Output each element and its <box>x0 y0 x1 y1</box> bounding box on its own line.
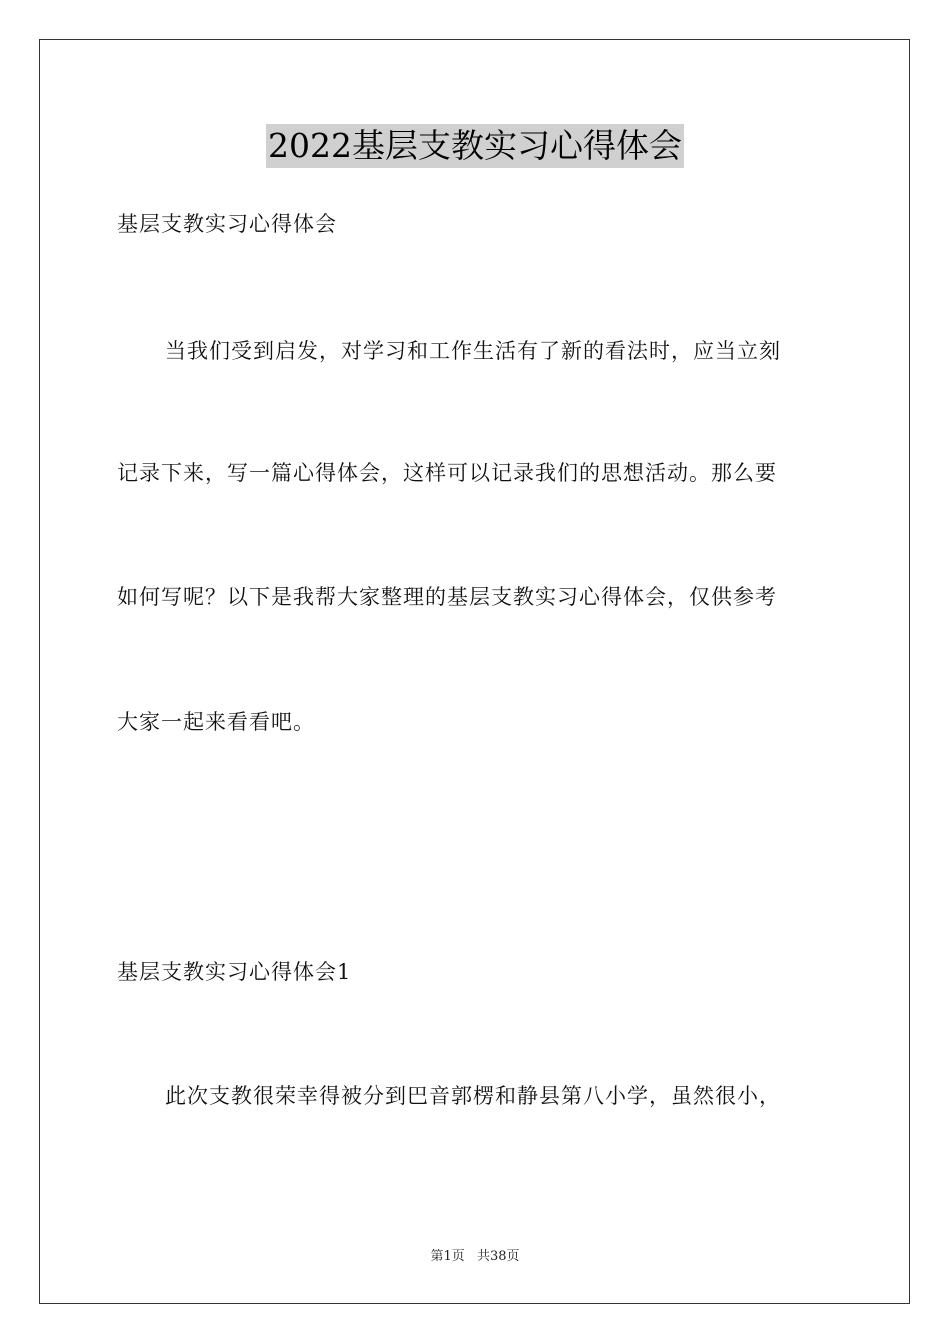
section-line-1: 此次支教很荣幸得被分到巴音郭楞和静县第八小学，虽然很小， <box>165 1084 781 1108</box>
title-container <box>0 124 950 168</box>
page-footer <box>0 1248 950 1266</box>
intro-line-1: 当我们受到启发，对学习和工作生活有了新的看法时，应当立刻 <box>165 339 781 363</box>
section-heading: 基层支教实习心得体会1 <box>117 960 352 984</box>
page-total: 共38页 <box>476 1249 520 1264</box>
intro-line-4: 大家一起来看看吧。 <box>117 710 315 734</box>
intro-line-2: 记录下来，写一篇心得体会，这样可以记录我们的思想活动。那么要 <box>117 461 777 485</box>
intro-line-3: 如何写呢？以下是我帮大家整理的基层支教实习心得体会，仅供参考 <box>117 585 777 609</box>
document-subtitle: 基层支教实习心得体会 <box>117 212 337 236</box>
page-number: 第1页 <box>430 1249 465 1264</box>
document-title: 2022基层支教实习心得体会 <box>266 124 684 168</box>
